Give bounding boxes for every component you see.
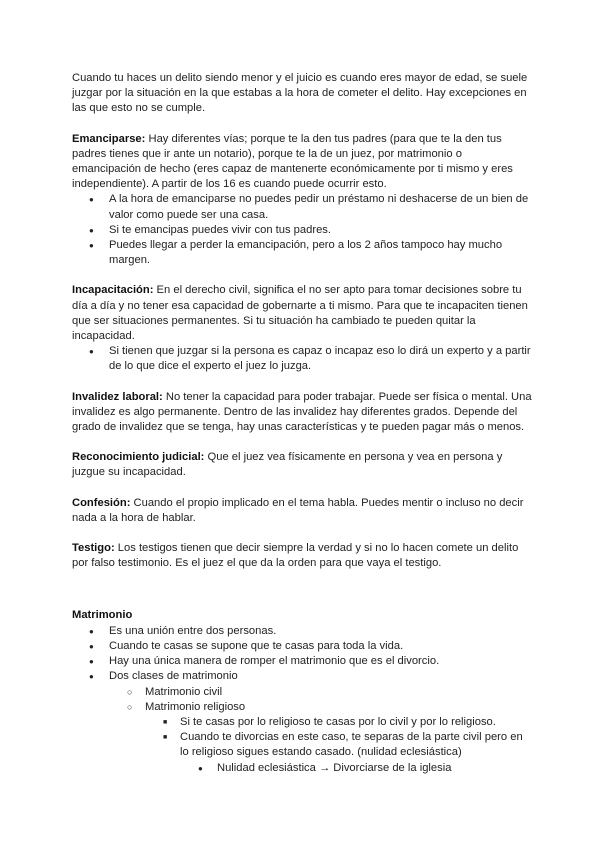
matrimonio-list [72, 624, 532, 776]
incapacitacion-text: En el derecho civil, significa el no ser apto para tomar decisiones sobre tu día a día y no tener esa capacidad de gobernarte a ti mismo. Para que te incapaciten tienen que ser situaciones permanentes. Si tu situación ha cambiado te pueden quitar la incapacidad. [72, 284, 528, 343]
emanciparse-list [72, 192, 532, 268]
intro-paragraph: Cuando tu haces un delito siendo menor y el juicio es cuando eres mayor de edad, se suele juzgar por la situación en la que estabas a la hora de cometer el delito. Hay excepciones en las que esto no se cumple. [72, 72, 528, 115]
nulidad-list [180, 761, 532, 776]
emanciparse-paragraph [72, 132, 532, 193]
confesion-text: Cuando el propio implicado en el tema habla. Puedes mentir o incluso no decir nada a la hora de hablar. [72, 496, 524, 524]
document-content [72, 71, 532, 776]
incapacitacion-term: Incapacitación: [72, 284, 154, 297]
testigo-term: Testigo: [72, 542, 115, 555]
list-item: ● Hay una única manera de romper el matrimonio que es el divorcio. [72, 654, 532, 669]
section-matrimonio [72, 608, 532, 775]
clases-list [109, 685, 532, 776]
list-item-text: Dos clases de matrimonio [109, 670, 238, 683]
list-item-clases [72, 669, 532, 775]
list-item-text: Cuando te divorcias en este caso, te separas de la parte civil pero en lo religioso sigues estando casado. (nulidad eclesiástica) [180, 731, 523, 759]
invalidez-text: No tener la capacidad para poder trabajar. Puede ser física o mental. Una invalidez es algo permanente. Dentro de las invalidez hay diferentes grados. Depende del grado de invalidez que se tenga, hay unas características y te pueden pagar más o menos. [72, 390, 532, 434]
testigo-text: Los testigos tienen que decir siempre la verdad y si no lo hacen comete un delito por falso testimonio. Es el juez el que da la orden para que vaya el testigo. [72, 542, 519, 570]
confesion-paragraph [72, 496, 532, 526]
religioso-list [145, 715, 532, 776]
list-item: ● Cuando te casas se supone que te casas para toda la vida. [72, 639, 532, 654]
list-item: ● Nulidad eclesiástica → Divorciarse de la iglesia [72, 761, 532, 776]
list-item: ● Es una unión entre dos personas. [72, 624, 532, 639]
matrimonio-heading [72, 608, 532, 623]
list-item: ● Puedes llegar a perder la emancipación, pero a los 2 años tampoco hay mucho margen. [72, 238, 532, 268]
list-item-text: Matrimonio religioso [145, 700, 246, 713]
matrimonio-heading-text: Matrimonio [72, 609, 133, 622]
section-incapacitacion [72, 283, 532, 374]
list-item: ● A la hora de emanciparse no puedes pedir un préstamo ni deshacerse de un bien de valor como puede ser una casa. [72, 192, 532, 222]
list-item: ● Si te emancipas puedes vivir con tus padres. [72, 223, 532, 238]
confesion-term: Confesión: [72, 496, 131, 509]
reconocimiento-paragraph [72, 450, 532, 480]
list-item: ■ Si te casas por lo religioso te casas por lo civil y por lo religioso. [72, 715, 532, 730]
emanciparse-text: Hay diferentes vías; porque te la den tus padres (para que te la den tus padres tienes que ir ante un notario), porque te la de un juez, por matrimonio o emancipación de hecho (eres capaz de mantenerte económicamente por ti mismo y eres independiente). A partir de los 16 es cuando puede ocurrir esto. [72, 132, 513, 191]
list-item: ● Si tienen que juzgar si la persona es capaz o incapaz eso lo dirá un experto y a partir de lo que dice el experto el juez lo juzga. [72, 344, 532, 374]
incapacitacion-list [72, 344, 532, 374]
testigo-paragraph [72, 541, 532, 571]
invalidez-paragraph [72, 390, 532, 436]
list-item-religioso [72, 700, 532, 776]
reconocimiento-text: Que el juez vea físicamente en persona y vea en persona y juzgue su incapacidad. [72, 451, 503, 479]
list-item: ○ Matrimonio civil [72, 685, 532, 700]
reconocimiento-term: Reconocimiento judicial: [72, 451, 205, 464]
incapacitacion-paragraph [72, 283, 532, 344]
emanciparse-term: Emanciparse: [72, 132, 146, 145]
list-item-divorcio [72, 730, 532, 776]
invalidez-term: Invalidez laboral: [72, 390, 163, 403]
section-emanciparse [72, 132, 532, 269]
